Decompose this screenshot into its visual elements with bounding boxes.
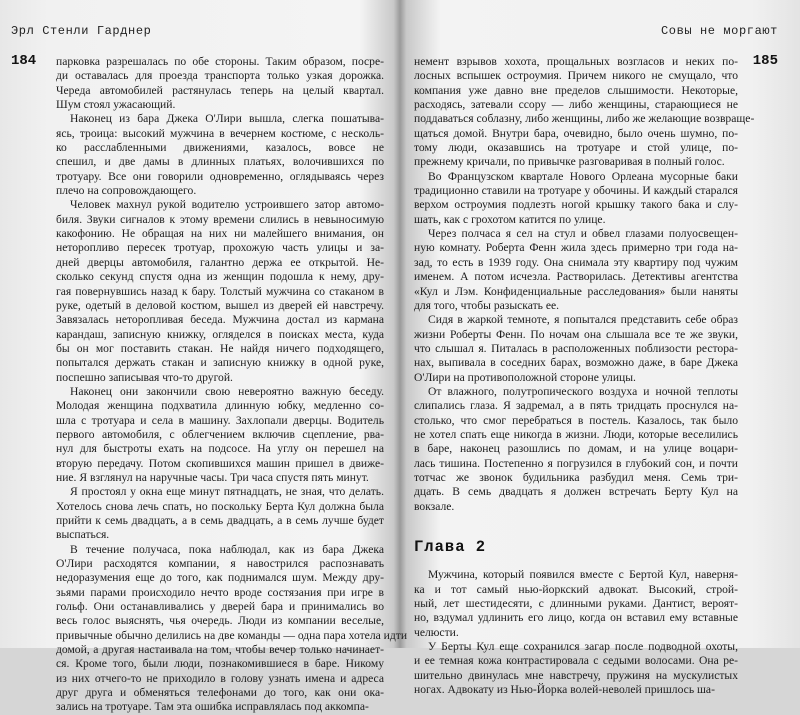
text-line: От влажного, полутропического воздуха и ночной теплоты: [428, 384, 738, 398]
text-line: зьями парами происходило нечто вроде состязания при игре в: [56, 585, 384, 599]
text-line: вторую передачу. Потом скопившихся машин пришел в движе-: [56, 456, 384, 470]
text-line: челюсти.: [414, 625, 459, 639]
text-line: ко расслабленными движениями, казалось, вовсе не: [56, 141, 384, 155]
text-line: зад, то есть в 1939 году. Она снимала эту квартиру под чужим: [414, 255, 738, 269]
text-line: друг друга и обменяться телефонами до того, как они ока-: [56, 686, 384, 700]
paragraph: [414, 640, 738, 697]
text-line: зались на тротуаре. Там эта ошибка исправлялась под аккомпа-: [56, 700, 369, 714]
text-line: ди оставалась для проезда транспорта только узкая дорожка.: [56, 69, 384, 83]
text-line: ясь, троица: высокий мужчина в вечернем костюме, с несколь-: [56, 126, 384, 140]
text-line: О'Лири расходятся компании, я навострился распознавать: [56, 557, 384, 571]
text-line: не хотел спать еще никогда в жизни. Люди, которые веселились: [414, 427, 738, 441]
text-line: недоразумения еще до того, как поднимался шум. Между дру-: [56, 571, 384, 585]
text-line: Наконец из бара Джека О'Лири вышла, слегка пошатыва-: [70, 112, 384, 126]
text-line: первого автомобиля, с облегчением включив сцепление, рва-: [56, 427, 384, 441]
text-line: поспешно записывая что-то другой.: [56, 370, 233, 384]
text-line: нах, выпивала в соседних барах, возможно даже, в баре Джека: [414, 356, 738, 370]
right-page-body: [414, 55, 755, 697]
text-line: ный, лет шестидесяти, с длинными руками. Дантист, вероят-: [414, 597, 738, 611]
text-line: лась тишина. Постепенно я погрузился в глубокий сон, и почти: [414, 456, 738, 470]
text-line: Наконец они закончили свою невероятно важную беседу.: [70, 384, 384, 398]
text-line: Череда автомобилей растянулась теперь на целый квартал.: [56, 83, 384, 97]
text-line: верхом остроумия подлезть ногой крышку такого бака и слу-: [414, 198, 738, 212]
text-line: что слышал я. Питалась в расположенных поблизости рестора-: [414, 341, 738, 355]
text-line: домой, а другая настаивала на том, чтобы вечер только начинает-: [56, 643, 384, 657]
paragraph: [56, 112, 384, 198]
text-line: биля. Звуки сигналов к этому времени слились в невыносимую: [56, 212, 384, 226]
text-line: ся. Кроме того, были люди, познакомившиеся в баре. Никому: [56, 657, 384, 671]
paragraph: [56, 55, 384, 112]
text-line: руке, одетый в деловой костюм, вышел из дверей ей навстречу.: [56, 298, 384, 312]
text-line: немент взрывов хохота, прощальных возгласов и неких по-: [414, 55, 738, 68]
text-line: гольф. Они останавливались у дверей бара и принимались во: [56, 600, 384, 614]
paragraph: [56, 198, 384, 384]
text-line: сколько секунд спустя одна из женщин подошла к нему, дру-: [56, 270, 384, 284]
text-line: какофонию. Не обращая на них ни малейшего внимания, он: [56, 227, 384, 241]
page-number-right: 185: [752, 53, 778, 69]
text-line: жизни Роберты Фенн. По ночам она слышала все те же звуки,: [414, 327, 738, 341]
text-line: Молодая женщина подхватила длинную юбку, медленно со-: [56, 399, 384, 413]
text-line: карандаш, записную книжку, огляделся в поисках места, куда: [56, 327, 384, 341]
text-line: прежнему кричали, по привычке разговаривая в полный голос.: [414, 155, 725, 169]
text-line: ную комнату. Роберта Фенн жила здесь примерно три года на-: [414, 241, 738, 255]
text-line: прийти к семь двадцать, а в семь двадцать, а в семь лучше будет: [56, 514, 384, 527]
text-line: Я простоял у окна еще минут пятнадцать, не зная, что делать.: [70, 485, 384, 499]
text-line: вокзале.: [414, 499, 455, 513]
paragraph: [56, 485, 384, 542]
running-head-title: Совы не моргают: [660, 24, 778, 38]
text-line: поддаваться соблазну, либо женщины, либо же желающие возвраще-: [414, 112, 755, 126]
text-line: шать, как с грохотом катится по улице.: [414, 212, 606, 226]
text-line: О'Лири на противоположной стороне улицы.: [414, 370, 636, 384]
text-line: Через полчаса я сел на стул и обвел глазами полуосвещен-: [428, 227, 738, 241]
text-line: столько, что смог перебраться в постель. Казалось, так было: [414, 413, 738, 427]
paragraph: [414, 170, 738, 227]
text-line: тому люди, оказавшись на тротуаре и стой улице, по-: [414, 141, 738, 155]
text-line: бы он мог поставить стакан. Не найдя ничего подходящего,: [56, 341, 384, 355]
text-line: компания уже давно вне пределов слышимости. Некоторые,: [414, 83, 738, 97]
paragraph: [414, 55, 755, 170]
paragraph: [414, 568, 738, 640]
text-line: шла с тротуара и села в машину. Захлопали дверцы. Водитель: [56, 413, 384, 427]
text-line: в баре, наконец разошлись по домам, и на улице воцари-: [414, 442, 738, 456]
text-line: тотчас же звонок будильника разбудил меня. Семь три-: [414, 470, 738, 484]
text-line: «Кул и Лэм. Конфиденциальные расследования» были наняты: [414, 284, 738, 298]
text-line: из них отчего-то не приходило в голову узнать имена и адреса: [56, 671, 384, 685]
text-line: Хотелось снова лечь спать, но поскольку Берта Кул должна была: [56, 499, 384, 513]
text-line: ние. Я взглянул на наручные часы. Три часа спустя пять минут.: [56, 470, 369, 484]
text-line: нул для быстроты ехать на подсосе. На углу он перешел на: [56, 442, 384, 456]
text-line: весь голос выяснять, чья очередь. Люди из компании веселые,: [56, 614, 384, 628]
text-line: Мужчина, который появился вместе с Бертой Кул, наверня-: [428, 568, 738, 582]
text-line: Завязалась неторопливая беседа. Мужчина достал из кармана: [56, 313, 384, 327]
text-line: Шум стоял ужасающий.: [56, 98, 176, 112]
text-line: расходясь, затевали ссору — либо женщины, старающиеся не: [414, 98, 738, 112]
text-line: для того, чтобы разыскать ее.: [414, 298, 560, 312]
text-line: парковка разрешалась по обе стороны. Таким образом, посре-: [56, 55, 384, 68]
left-page-body: [56, 55, 408, 715]
text-line: выспаться.: [56, 528, 110, 542]
right-page: [402, 0, 800, 697]
text-line: щаться домой. Внутри бара, очевидно, было очень шумно, по-: [414, 126, 738, 140]
text-line: У Берты Кул еще сохранился загар после подводной охоты,: [428, 640, 738, 654]
text-line: традиционно ставили на тротуаре у обочины. И каждый старался: [414, 184, 738, 198]
paragraph: [56, 542, 408, 715]
text-line: дцать. В семь двадцать я должен встречать Берту Кул на: [414, 485, 738, 499]
chapter-heading: Глава 2: [414, 538, 487, 556]
text-line: попытался держать стакан и записную книжку в одной руке,: [56, 356, 384, 370]
text-line: гая повернувшись назад к бару. Толстый мужчина со стаканом в: [56, 284, 384, 298]
text-line: Человек махнул рукой водителю устроившего затор автомо-: [70, 198, 384, 212]
text-line: привычные обычно делились на две команды — одна пара хотела идти: [56, 628, 408, 642]
text-line: именем. А потом исчезла. Растворилась. Детективы агентства: [414, 270, 738, 284]
paragraph: [414, 385, 738, 514]
right-body-before-chapter: [414, 55, 755, 514]
right-body-after-chapter: [414, 568, 738, 697]
text-line: ка и тот самый нью-йоркский адвокат. Высокий, строй-: [414, 582, 738, 596]
paragraph: [414, 227, 738, 313]
paragraph: [56, 385, 384, 485]
text-line: тротуару. Все они говорили одновременно, оглядываясь через: [56, 169, 384, 183]
text-line: и ее темная кожа контрастировала с седыми волосами. Она ре-: [414, 654, 738, 668]
text-line: лосных вспышек остроумия. Причем никого не смущало, что: [414, 69, 738, 83]
paragraph: [414, 313, 738, 385]
text-line: неторопливо пересек тротуар, прохожую часть улицы и за-: [56, 241, 384, 255]
text-line: В течение получаса, пока наблюдал, как из бара Джека: [70, 542, 384, 556]
text-line: спешил, и две дамы в длинных платьях, волочившихся по: [56, 155, 384, 169]
text-line: дней дверцы автомобиля, галантно держа ее открытой. Не-: [56, 255, 384, 269]
text-line: ногах. Адвокату из Нью-Йорка волей-неволей пришлось ша-: [414, 683, 715, 697]
text-line: но, вздумал удлинить его лицо, когда он вставил ему вставные: [414, 611, 738, 625]
text-line: Во Французском квартале Нового Орлеана мусорные баки: [428, 169, 738, 183]
text-line: шительно двинулась мне навстречу, пружиня на мускулистых: [414, 668, 738, 682]
text-line: слипались глаза. Я задремал, а в пять тридцать проснулся на-: [414, 399, 738, 413]
text-line: плечо на сопровождающего.: [56, 184, 197, 198]
running-head-author: Эрл Стенли Гарднер: [11, 24, 152, 38]
text-line: Сидя в жаркой темноте, я попытался представить себе образ: [428, 313, 738, 327]
page-number-left: 184: [11, 53, 37, 69]
